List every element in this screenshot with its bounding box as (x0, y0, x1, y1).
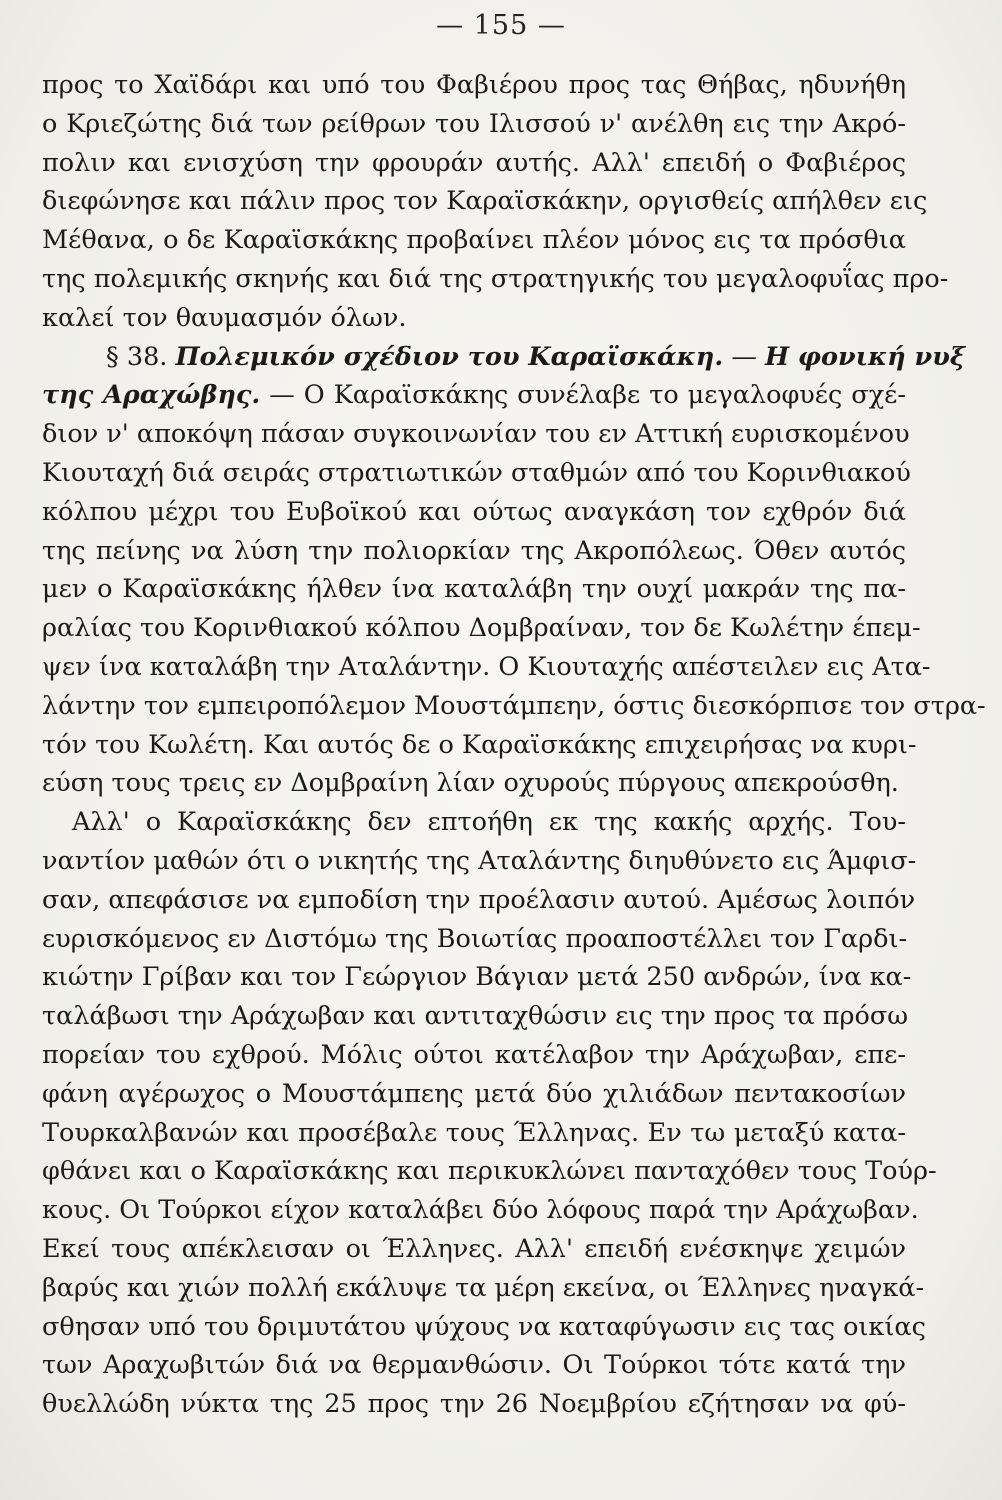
text-run: κιώτην Γρίβαν και τον Γεώργιον Βάγιαν μετά 250 ανδρών, ίνα κα- (42, 962, 912, 993)
text-run: ο Κριεζώτης διά των ρείθρων του Ιλισσού ν' ανέλθη εις την Ακρό- (42, 108, 906, 139)
text-run: ευρισκόμενος εν Διστόμω της Βοιωτίας προαποστέλλει τον Γαρδι- (42, 923, 908, 954)
text-run: ναντίον μαθών ότι ο νικητής της Αταλάντης διηυθύνετο εις Άμφισ- (42, 845, 917, 876)
section-heading-italic: Πολεμικόν σχέδιον του Καραϊσκάκη. (175, 341, 724, 372)
text-line (42, 66, 906, 105)
text-run: προς το Χαϊδάρι και υπό του Φαβιέρου προς τας Θήβας, ηδυνήθη (42, 70, 906, 100)
text-line (42, 1385, 906, 1424)
text-line (42, 376, 906, 415)
text-line (42, 182, 928, 221)
text-line (42, 338, 966, 377)
body-text (42, 66, 986, 1424)
text-run: σαν, απεφάσισε να εμποδίση την προέλασιν αυτού. Αμέσως λοιπόν (42, 884, 916, 915)
section-heading-italic: της Αραχώβης. (42, 380, 261, 411)
text-run: της πολεμικής σκηνής και διά της στρατηγικής του μεγαλοφυΐας προ- (42, 263, 949, 294)
text-run: φάνη αγέρωχος ο Μουστάμπεης μετά δύο χιλιάδων πεντακοσίων (42, 1078, 906, 1109)
text-run: λάντην τον εμπειροπόλεμον Μουστάμπεην, όστις διεσκόρπισε τον στρα- (42, 690, 986, 721)
text-line (42, 260, 949, 299)
text-run: ψεν ίνα καταλάβη την Αταλάντην. Ο Κιουταχής απέστειλεν εις Ατα- (42, 651, 931, 682)
text-run: Αλλ' ο Καραϊσκάκης δεν επτοήθη εκ της κακής αρχής. Του- (72, 807, 906, 838)
section-heading-italic: Η φονική νυξ (764, 341, 966, 372)
text-run: σθησαν υπό του δριμυτάτου ψύχους να καταφύγωσιν εις τας οικίας (42, 1311, 926, 1342)
text-run: πορείαν του εχθρού. Μόλις ούτοι κατέλαβον την Αράχωβαν, επε- (42, 1039, 906, 1070)
text-run: Τουρκαλβανών και προσέβαλε τους Έλληνας. Εν τω μεταξύ κατα- (42, 1117, 906, 1148)
text-line (42, 648, 931, 687)
text-line (42, 1308, 926, 1347)
text-line (42, 726, 917, 765)
text-run: κόλπου μέχρι του Ευβοϊκού και ούτως αναγκάση τον εχθρόν διά (42, 496, 906, 527)
text-line (42, 454, 911, 493)
text-line (42, 764, 906, 803)
text-line (42, 1230, 906, 1269)
text-line (42, 1114, 906, 1153)
text-line (42, 609, 921, 648)
text-line (42, 881, 916, 920)
text-line (42, 842, 917, 881)
text-line (42, 687, 986, 726)
text-run: — Ο Καραϊσκάκης συνέλαβε το μεγαλοφυές σχέ- (260, 380, 906, 411)
text-line (42, 415, 910, 454)
text-line (42, 532, 906, 571)
text-line (42, 299, 906, 338)
text-run: ταλάβωσι την Αράχωβαν και αντιταχθώσιν εις την προς τα πρόσω (42, 1001, 909, 1032)
text-run: θυελλώδη νύκτα της 25 προς την 26 Νοεμβρίου εζήτησαν να φύ- (42, 1389, 906, 1420)
text-run: φθάνει και ο Καραϊσκάκης και περικυκλώνει πανταχόθεν τους Τούρ- (42, 1156, 937, 1187)
text-run: της πείνης να λύση την πολιορκίαν της Ακροπόλεως. Όθεν αυτός (42, 535, 906, 566)
text-line (42, 920, 906, 959)
text-run: Μέθανα, ο δε Καραϊσκάκης προβαίνει πλέον μόνος εις τα πρόσθια (42, 225, 906, 256)
text-line (42, 105, 906, 144)
text-run: τόν του Κωλέτη. Και αυτός δε ο Καραϊσκάκης επιχειρήσας να κυρι- (42, 729, 917, 760)
text-line (42, 1346, 906, 1385)
text-run: Εκεί τους απέκλεισαν οι Έλληνες. Αλλ' επειδή ενέσκηψε χειμών (42, 1233, 906, 1264)
text-line (42, 997, 909, 1036)
text-line (42, 1036, 906, 1075)
text-line (42, 570, 906, 609)
text-run: κους. Οι Τούρκοι είχον καταλάβει δύο λόφους παρά την Αράχωβαν. (42, 1195, 919, 1226)
text-line (42, 493, 906, 532)
text-run: των Αραχωβιτών διά να θερμανθώσιν. Οι Τούρκοι τότε κατά την (42, 1350, 906, 1381)
text-run: — (723, 341, 765, 372)
text-line (42, 1152, 937, 1191)
text-run: πολιν και ενισχύση την φρουράν αυτής. Αλλ' επειδή ο Φαβιέρος (42, 147, 906, 178)
text-run: § 38. (106, 341, 176, 372)
text-run: εύση τους τρεις εν Δομβραίνη λίαν οχυρούς πύργους απεκρούσθη. (42, 768, 899, 799)
text-run: διεφώνησε και πάλιν προς τον Καραϊσκάκην, οργισθείς απήλθεν εις (42, 186, 928, 217)
text-run: καλεί τον θαυμασμόν όλων. (42, 302, 407, 333)
text-line (42, 958, 912, 997)
text-line (42, 1191, 919, 1230)
text-run: ραλίας του Κορινθιακού κόλπου Δομβραίναν, τον δε Κωλέτην έπεμ- (42, 613, 921, 644)
text-line (42, 144, 906, 183)
text-run: Κιουταχή διά σειράς στρατιωτικών σταθμών από του Κορινθιακού (42, 457, 911, 488)
text-line (42, 803, 906, 842)
text-run: βαρύς και χιών πολλή εκάλυψε τα μέρη εκείνα, οι Έλληνες ηναγκά- (42, 1272, 925, 1303)
page-number: — 155 — (436, 10, 566, 41)
text-run: μεν ο Καραϊσκάκης ήλθεν ίνα καταλάβη την ουχί μακράν της πα- (42, 574, 906, 605)
text-line (42, 1075, 906, 1114)
text-run: διον ν' αποκόψη πάσαν συγκοινωνίαν του εν Αττική ευρισκομένου (42, 419, 910, 450)
text-line (42, 221, 906, 260)
text-line (42, 1269, 925, 1308)
